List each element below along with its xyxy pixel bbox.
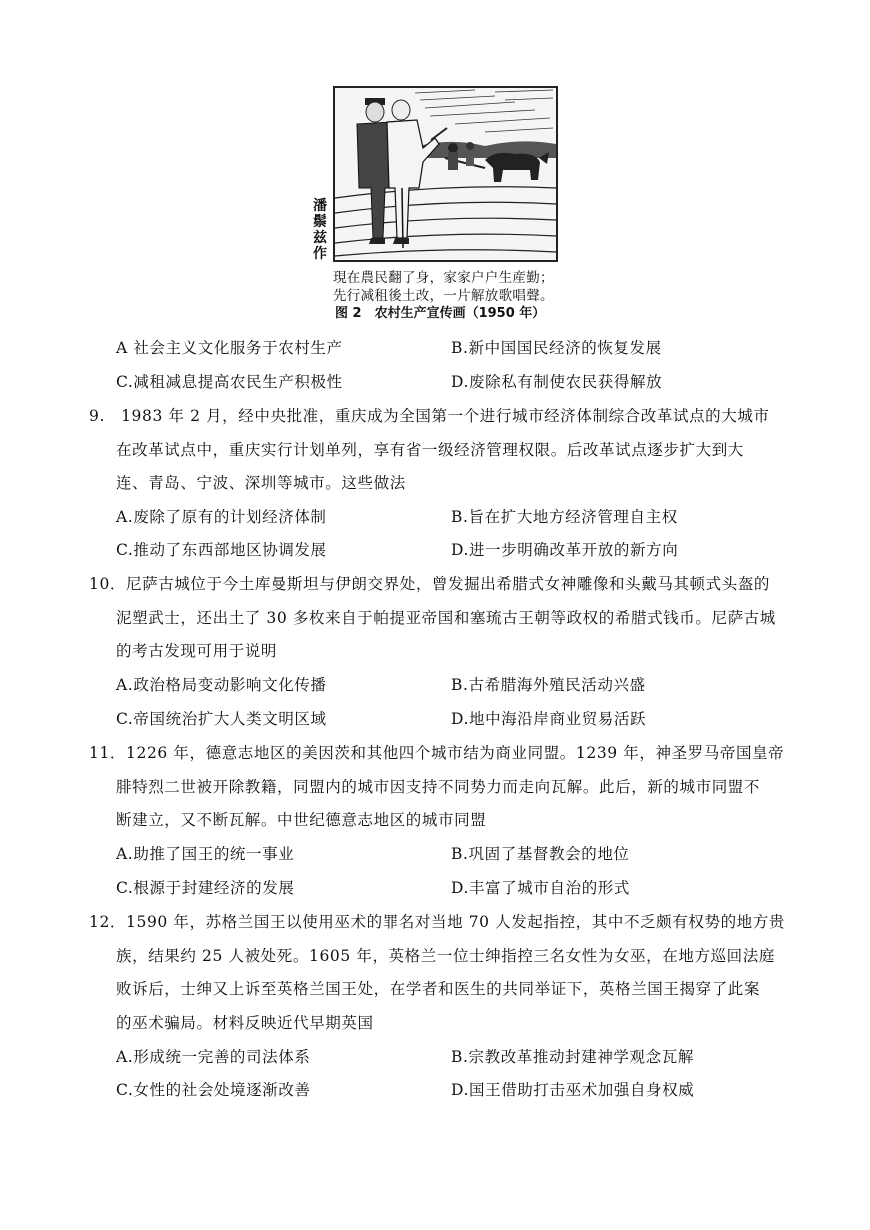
artist-char: 潘 [313,198,327,214]
q8-option-b[interactable]: B.新中国国民经济的恢复发展 [451,339,662,357]
propaganda-illustration [333,86,558,262]
q9-stem-line: 在改革试点中，重庆实行计划单列，享有省一级经济管理权限。后改革试点逐步扩大到大 [116,441,744,459]
q12-stem-line: 败诉后，士绅又上诉至英格兰国王处，在学者和医生的共同举证下，英格兰国王揭穿了此案 [116,980,761,998]
q12-stem-line: 的巫术骗局。材料反映近代早期英国 [116,1014,374,1032]
q11-option-b[interactable]: B.巩固了基督教会的地位 [451,845,630,863]
q10-option-d[interactable]: D.地中海沿岸商业贸易活跃 [451,710,647,728]
q10-stem-line: 泥塑武士，还出土了 30 多枚来自于帕提亚帝国和塞琉古王朝等政权的希腊式钱币。尼萨古城 [116,609,776,627]
figure-poem-line-1: 現在農民翻了身，家家户户生産勤； [333,270,554,286]
artist-char: 兹 [313,230,327,246]
q11-option-d[interactable]: D.丰富了城市自治的形式 [451,879,631,897]
q9-option-b[interactable]: B.旨在扩大地方经济管理自主权 [451,508,678,526]
artist-signature [310,198,330,262]
q12-option-a[interactable]: A.形成统一完善的司法体系 [116,1048,311,1066]
q10-option-b[interactable]: B.古希腊海外殖民活动兴盛 [451,676,646,694]
q9-option-d[interactable]: D.进一步明确改革开放的新方向 [451,541,679,559]
woodcut-drawing [335,88,556,260]
q10-option-c[interactable]: C.帝国统治扩大人类文明区域 [116,710,327,728]
artist-char: 作 [313,246,327,262]
q11-stem-line: 断建立，又不断瓦解。中世纪德意志地区的城市同盟 [116,811,487,829]
q9-option-a[interactable]: A.废除了原有的计划经济体制 [116,508,327,526]
q12-option-d[interactable]: D.国王借助打击巫术加强自身权威 [451,1081,695,1099]
q12-stem-line: 12．1590 年，苏格兰国王以使用巫术的罪名对当地 70 人发起指控，其中不乏颇有权势的地方贵 [89,913,785,931]
q9-option-c[interactable]: C.推动了东西部地区协调发展 [116,541,327,559]
q10-stem-line: 的考古发现可用于说明 [116,642,278,660]
q11-stem-line: 11．1226 年，德意志地区的美因茨和其他四个城市结为商业同盟。1239 年，神圣罗马帝国皇帝 [89,744,785,762]
q8-option-a[interactable]: A 社会主义文化服务于农村生产 [116,339,343,357]
q9-stem-line: 连、青岛、宁波、深圳等城市。这些做法 [116,474,406,492]
q12-stem-line: 族，结果约 25 人被处死。1605 年，英格兰一位士绅指控三名女性为女巫，在地方巡回法庭 [116,947,775,965]
figure-poem-line-2: 先行减租後土改，一片解放歌唱聲。 [333,288,554,304]
figure-title: 图 2 农村生产宣传画（1950 年） [335,306,546,321]
artist-char: 鬃 [313,214,327,230]
q12-option-b[interactable]: B.宗教改革推动封建神学观念瓦解 [451,1048,694,1066]
q11-option-c[interactable]: C.根源于封建经济的发展 [116,879,295,897]
q12-option-c[interactable]: C.女性的社会处境逐渐改善 [116,1081,311,1099]
q11-stem-line: 腓特烈二世被开除教籍，同盟内的城市因支持不同势力而走向瓦解。此后，新的城市同盟不 [116,778,761,796]
q10-option-a[interactable]: A.政治格局变动影响文化传播 [116,676,327,694]
q10-stem-line: 10．尼萨古城位于今土库曼斯坦与伊朗交界处，曾发掘出希腊式女神雕像和头戴马其顿式头盔的 [89,575,771,593]
q11-option-a[interactable]: A.助推了国王的统一事业 [116,845,295,863]
q9-stem-line: 9. 1983 年 2 月，经中央批准，重庆成为全国第一个进行城市经济体制综合改革试点的大城市 [89,407,770,425]
q8-option-d[interactable]: D.废除私有制使农民获得解放 [451,373,663,391]
q8-option-c[interactable]: C.减租减息提高农民生产积极性 [116,373,343,391]
